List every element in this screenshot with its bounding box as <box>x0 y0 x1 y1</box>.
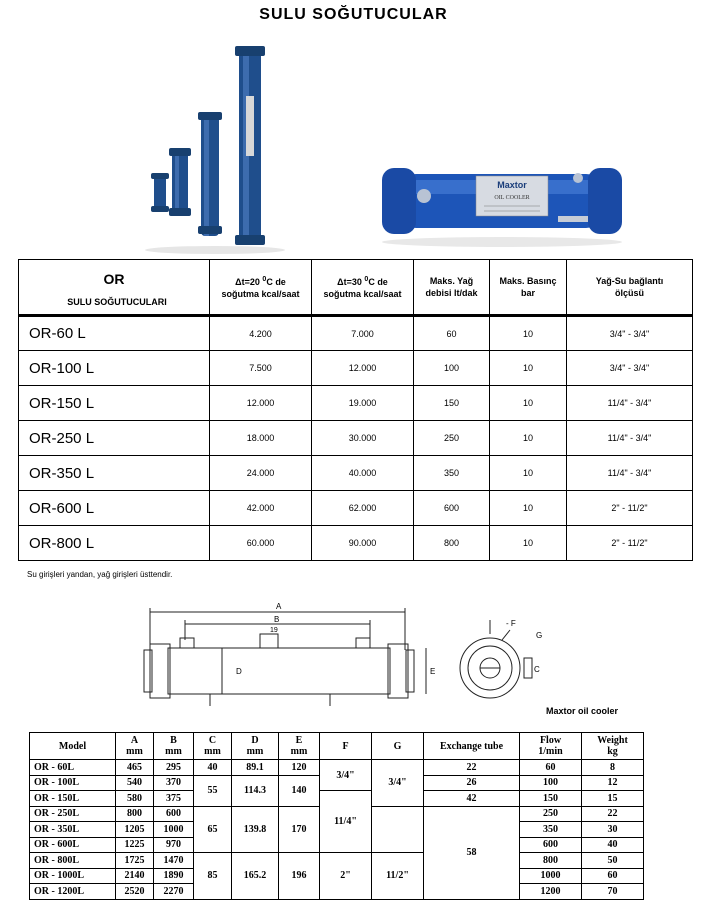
col-a-unit: mm <box>126 746 143 757</box>
weight-cell: 12 <box>582 775 644 791</box>
g-cell-empty <box>372 806 424 853</box>
vertical-coolers-photo <box>140 36 290 256</box>
weight-cell: 22 <box>582 806 644 822</box>
horizontal-cooler-photo <box>368 158 636 248</box>
tube-cell: 26 <box>424 775 520 791</box>
col-b <box>154 733 194 760</box>
b-cell: 1470 <box>154 853 194 869</box>
c-cell: 65 <box>194 806 232 853</box>
dt20-cell: 4.200 <box>210 316 312 351</box>
pressure-cell: 10 <box>490 456 567 491</box>
dt30-cell: 19.000 <box>312 386 414 421</box>
e-cell: 120 <box>279 760 320 776</box>
col-a-label: A <box>130 735 139 746</box>
model-cell: OR-150 L <box>19 386 210 421</box>
b-cell: 1000 <box>154 822 194 838</box>
e-cell: 170 <box>279 806 320 853</box>
dt20-unit: C de <box>266 277 286 287</box>
model-cell: OR-350 L <box>19 456 210 491</box>
oil-label: Maks. Yağ <box>429 276 474 286</box>
col-tube: Exchange tube <box>424 733 520 760</box>
dt20-degree: 0 <box>262 276 267 283</box>
footnote: Su girişleri yandan, yağ girişleri üsttendir. <box>27 570 173 579</box>
oil-cell: 800 <box>414 526 490 561</box>
a-cell: 2140 <box>116 868 154 884</box>
col-d-label: D <box>251 735 259 746</box>
oil-cell: 250 <box>414 421 490 456</box>
dt20-cell: 42.000 <box>210 491 312 526</box>
dim-e-label: E <box>430 667 436 676</box>
e-cell: 140 <box>279 775 320 806</box>
dt20-cell: 12.000 <box>210 386 312 421</box>
flow-cell: 150 <box>520 791 582 807</box>
table-row <box>30 760 644 776</box>
weight-cell: 8 <box>582 760 644 776</box>
dim-d-label: D <box>236 667 242 676</box>
dim-19-label: 19 <box>270 627 278 634</box>
flow-cell: 1200 <box>520 884 582 900</box>
dt20-cell: 24.000 <box>210 456 312 491</box>
product-label: OIL COOLER <box>494 195 530 201</box>
table-row <box>19 386 693 421</box>
a-cell: 1225 <box>116 837 154 853</box>
table-row <box>19 351 693 386</box>
table-row <box>19 316 693 351</box>
col-e <box>279 733 320 760</box>
c-cell: 85 <box>194 853 232 900</box>
conn-cell: 2" - 11/2" <box>567 491 693 526</box>
header-sulu: SULU SOĞUTUCULARI <box>67 297 167 307</box>
header-model-cell <box>19 260 210 316</box>
header-or: OR <box>103 271 125 287</box>
model-cell: OR - 250L <box>30 806 116 822</box>
table-row <box>19 456 693 491</box>
b-cell: 970 <box>154 837 194 853</box>
col-flow-label: Flow <box>539 735 562 746</box>
dt20-label: Δt=20 <box>235 277 263 287</box>
flow-cell: 1000 <box>520 868 582 884</box>
oil-cell: 350 <box>414 456 490 491</box>
conn-label: Yağ-Su bağlantı <box>595 276 664 286</box>
col-flow-unit: 1/min <box>538 746 563 757</box>
conn-cell: 3/4" - 3/4" <box>567 351 693 386</box>
col-flow <box>520 733 582 760</box>
drawing-caption: Maxtor oil cooler <box>546 706 619 716</box>
press-label: Maks. Basınç <box>499 276 557 286</box>
flow-cell: 350 <box>520 822 582 838</box>
table-row <box>30 853 644 869</box>
dt30-cell: 12.000 <box>312 351 414 386</box>
table-row <box>19 421 693 456</box>
b-cell: 375 <box>154 791 194 807</box>
dim-g-label: G <box>536 631 543 640</box>
oil-cell: 150 <box>414 386 490 421</box>
model-cell: OR-250 L <box>19 421 210 456</box>
dt30-unit: C de <box>368 277 388 287</box>
a-cell: 1725 <box>116 853 154 869</box>
oil-unit: debisi lt/dak <box>425 288 478 298</box>
col-c-label: C <box>208 735 217 746</box>
dt30-cell: 30.000 <box>312 421 414 456</box>
a-cell: 540 <box>116 775 154 791</box>
col-c <box>194 733 232 760</box>
technical-drawing <box>140 600 560 710</box>
weight-cell: 40 <box>582 837 644 853</box>
model-cell: OR - 1200L <box>30 884 116 900</box>
weight-cell: 70 <box>582 884 644 900</box>
model-cell: OR-60 L <box>19 316 210 351</box>
brand-label: Maxtor <box>497 180 527 190</box>
pressure-cell: 10 <box>490 421 567 456</box>
pressure-cell: 10 <box>490 526 567 561</box>
b-cell: 295 <box>154 760 194 776</box>
conn-cell: 3/4" - 3/4" <box>567 316 693 351</box>
col-g: G <box>372 733 424 760</box>
col-a <box>116 733 154 760</box>
dt30-cell: 40.000 <box>312 456 414 491</box>
weight-cell: 50 <box>582 853 644 869</box>
oil-cell: 60 <box>414 316 490 351</box>
pressure-cell: 10 <box>490 386 567 421</box>
col-b-unit: mm <box>165 746 182 757</box>
dt30-degree: 0 <box>364 276 369 283</box>
c-cell: 40 <box>194 760 232 776</box>
col-model: Model <box>30 733 116 760</box>
col-b-label: B <box>170 735 177 746</box>
col-d <box>232 733 279 760</box>
b-cell: 600 <box>154 806 194 822</box>
col-weight-label: Weight <box>597 735 628 746</box>
model-cell: OR - 600L <box>30 837 116 853</box>
a-cell: 465 <box>116 760 154 776</box>
a-cell: 2520 <box>116 884 154 900</box>
flow-cell: 60 <box>520 760 582 776</box>
e-cell: 196 <box>279 853 320 900</box>
dim-f-label: - F <box>506 619 516 628</box>
d-cell: 165.2 <box>232 853 279 900</box>
header-oil-flow <box>414 260 490 316</box>
g-cell: 3/4" <box>372 760 424 807</box>
dimensions-table <box>29 732 644 900</box>
conn-cell: 2" - 11/2" <box>567 526 693 561</box>
table-row <box>19 491 693 526</box>
press-unit: bar <box>520 288 535 298</box>
d-cell: 139.8 <box>232 806 279 853</box>
pressure-cell: 10 <box>490 351 567 386</box>
table-row <box>19 526 693 561</box>
dt30-label: Δt=30 <box>337 277 365 287</box>
col-weight-unit: kg <box>607 746 618 757</box>
weight-cell: 30 <box>582 822 644 838</box>
col-weight <box>582 733 644 760</box>
page-title: SULU SOĞUTUCULAR <box>259 6 448 23</box>
model-cell: OR-100 L <box>19 351 210 386</box>
conn-cell: 11/4" - 3/4" <box>567 386 693 421</box>
dt20-desc: soğutma kcal/saat <box>221 289 300 299</box>
pressure-cell: 10 <box>490 491 567 526</box>
header-dt20 <box>210 260 312 316</box>
model-cell: OR-800 L <box>19 526 210 561</box>
b-cell: 2270 <box>154 884 194 900</box>
a-cell: 1205 <box>116 822 154 838</box>
table-row <box>30 791 644 807</box>
tube-cell: 42 <box>424 791 520 807</box>
weight-cell: 15 <box>582 791 644 807</box>
d-cell: 89.1 <box>232 760 279 776</box>
spec-table <box>18 259 693 561</box>
a-cell: 800 <box>116 806 154 822</box>
f-cell: 11/4" <box>320 791 372 853</box>
dim-a-label: A <box>276 602 282 611</box>
col-d-unit: mm <box>246 746 264 757</box>
d-cell: 114.3 <box>232 775 279 806</box>
header-connection <box>567 260 693 316</box>
tube-cell: 58 <box>424 806 520 899</box>
flow-cell: 800 <box>520 853 582 869</box>
c-cell: 55 <box>194 775 232 806</box>
conn-cell: 11/4" - 3/4" <box>567 456 693 491</box>
col-e-label: E <box>295 735 303 746</box>
weight-cell: 60 <box>582 868 644 884</box>
oil-cell: 100 <box>414 351 490 386</box>
model-cell: OR - 150L <box>30 791 116 807</box>
dt20-cell: 18.000 <box>210 421 312 456</box>
conn-cell: 11/4" - 3/4" <box>567 421 693 456</box>
model-cell: OR - 1000L <box>30 868 116 884</box>
tube-cell: 22 <box>424 760 520 776</box>
col-c-unit: mm <box>204 746 221 757</box>
header-dt30 <box>312 260 414 316</box>
dt30-cell: 7.000 <box>312 316 414 351</box>
flow-cell: 100 <box>520 775 582 791</box>
model-cell: OR - 100L <box>30 775 116 791</box>
flow-cell: 600 <box>520 837 582 853</box>
dim-c-label: C <box>534 665 540 674</box>
col-e-unit: mm <box>290 746 308 757</box>
model-cell: OR - 60L <box>30 760 116 776</box>
model-cell: OR-600 L <box>19 491 210 526</box>
b-cell: 370 <box>154 775 194 791</box>
dt30-cell: 90.000 <box>312 526 414 561</box>
dt20-cell: 7.500 <box>210 351 312 386</box>
dt30-desc: soğutma kcal/saat <box>323 289 402 299</box>
b-cell: 1890 <box>154 868 194 884</box>
g-cell: 11/2" <box>372 853 424 900</box>
dim-b-label: B <box>274 615 280 624</box>
oil-cell: 600 <box>414 491 490 526</box>
dt30-cell: 62.000 <box>312 491 414 526</box>
a-cell: 580 <box>116 791 154 807</box>
flow-cell: 250 <box>520 806 582 822</box>
pressure-cell: 10 <box>490 316 567 351</box>
model-cell: OR - 350L <box>30 822 116 838</box>
conn-unit: ölçüsü <box>614 288 644 298</box>
header-pressure <box>490 260 567 316</box>
col-f: F <box>320 733 372 760</box>
f-cell: 3/4" <box>320 760 372 791</box>
model-cell: OR - 800L <box>30 853 116 869</box>
f-cell: 2" <box>320 853 372 900</box>
dt20-cell: 60.000 <box>210 526 312 561</box>
